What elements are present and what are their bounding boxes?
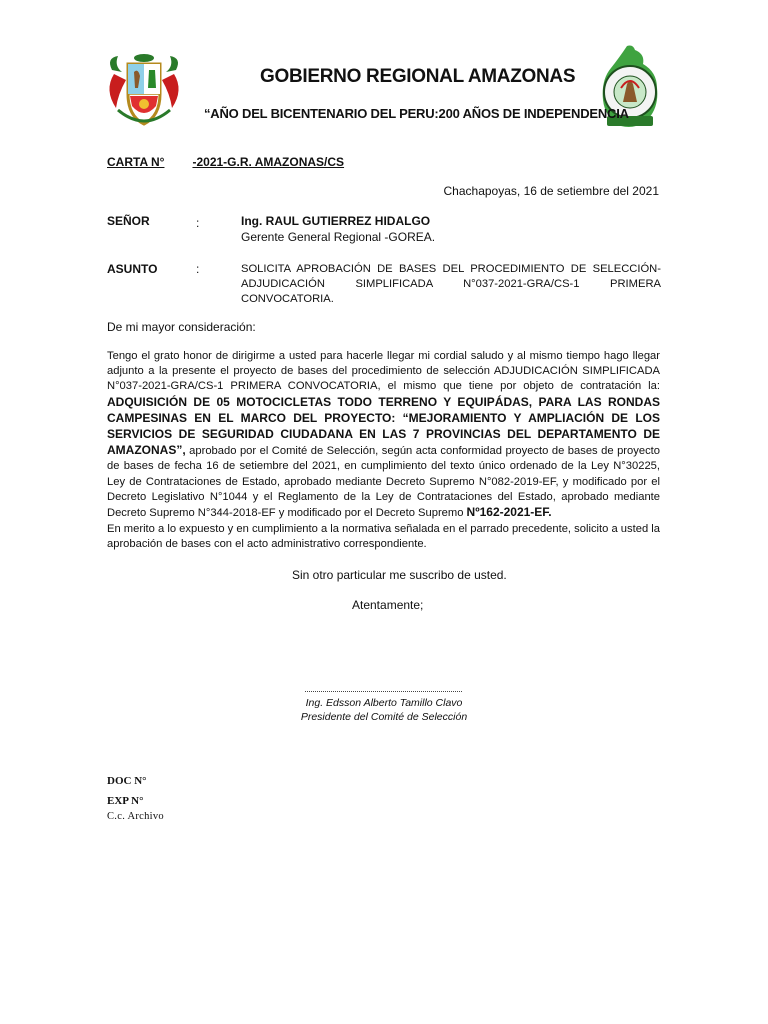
recipient-title: Gerente General Regional -GOREA. — [241, 230, 436, 244]
p1-text-2: aprobado por el Comité de Selección, según acta conformidad proyecto de bases de proyecto de bases de fecha 16 de setiembre del 2021, en cumplimiento del texto único ordenado de la Ley N°30225, Ley de Contrataciones de Estado, aprobado mediante Decreto Supremo N°082-2019-EF, y modificado por el Decreto Legislativo N°1044 y el Reglamento de la Ley de Contrataciones del Estado, aprobado mediante Decreto Supremo N°344-2018-EF y modificado por el Decreto Supremo — [107, 445, 660, 520]
date-line: Chachapoyas, 16 de setiembre del 2021 — [443, 184, 659, 198]
signatory-name-text: Ing. Edsson Alberto Tamillo Clavo — [305, 697, 463, 709]
greeting: De mi mayor consideración: — [107, 320, 256, 334]
signature-line — [305, 691, 462, 692]
signatory-role — [0, 711, 768, 723]
p1-text-1: Tengo el grato honor de dirigirme a usted para hacerle llegar mi cordial saludo y al mismo tiempo hago llegar adjunto a la presente el proyecto de bases del procedimiento de selección ADJUDICACIÓN SIMPLIFICADA N°037-2021-GRA/CS-1 PRIMERA CONVOCATORIA, el mismo que tiene por objeto de contratación la: — [107, 350, 660, 393]
peru-coat-of-arms-logo — [104, 50, 184, 130]
signatory-name — [0, 697, 768, 709]
senor-label: SEÑOR — [107, 214, 150, 228]
body-paragraph-1 — [107, 349, 660, 521]
asunto-text: SOLICITA APROBACIÓN DE BASES DEL PROCEDIMIENTO DE SELECCIÓN-ADJUDICACIÓN SIMPLIFICADA N°037-2021-GRA/CS-1 PRIMERA CONVOCATORIA. — [241, 263, 661, 305]
signatory-role-text: Presidente del Comité de Selección — [300, 711, 468, 723]
closing-line: Sin otro particular me suscribo de usted. — [292, 568, 507, 582]
carta-label: CARTA N° — [107, 155, 165, 169]
p1-bold-1: ADQUISICIÓN DE 05 MOTOCICLETAS TODO TERRENO Y EQUIPÁDAS, PARA LAS RONDAS CAMPESINAS EN EL MARCO DEL PROYECTO: “MEJORAMIENTO Y AMPLIACIÓN DE LOS SERVICIOS DE SEGURIDAD CIUDADANA EN LAS 7 PROVINCIAS DEL DEPARTAMENTO DE AMAZONAS”, — [107, 394, 660, 458]
carta-number: -2021-G.R. AMAZONAS/CS — [192, 155, 345, 169]
regards-line: Atentamente; — [352, 598, 424, 612]
exp-number-label: EXP N° — [107, 795, 144, 807]
recipient-name: Ing. RAUL GUTIERREZ HIDALGO — [241, 214, 431, 228]
p1-bold-2: Nº162-2021-EF. — [466, 505, 552, 520]
body-paragraph-2: En merito a lo expuesto y en cumplimiento a la normativa señalada en el parrado precedente, solicito a usted la aprobación de bases con el acto administrativo correspondiente. — [107, 523, 660, 551]
org-name-heading: GOBIERNO REGIONAL AMAZONAS — [260, 66, 576, 87]
asunto-label: ASUNTO — [107, 262, 158, 276]
doc-number-label: DOC N° — [107, 775, 147, 787]
year-motto: “AÑO DEL BICENTENARIO DEL PERU:200 AÑOS DE INDEPENDENCIA — [204, 106, 629, 121]
carta-reference — [107, 155, 344, 169]
senor-colon: : — [196, 216, 200, 230]
cc-archive-label: C.c. Archivo — [107, 811, 164, 822]
asunto-colon: : — [196, 262, 200, 276]
